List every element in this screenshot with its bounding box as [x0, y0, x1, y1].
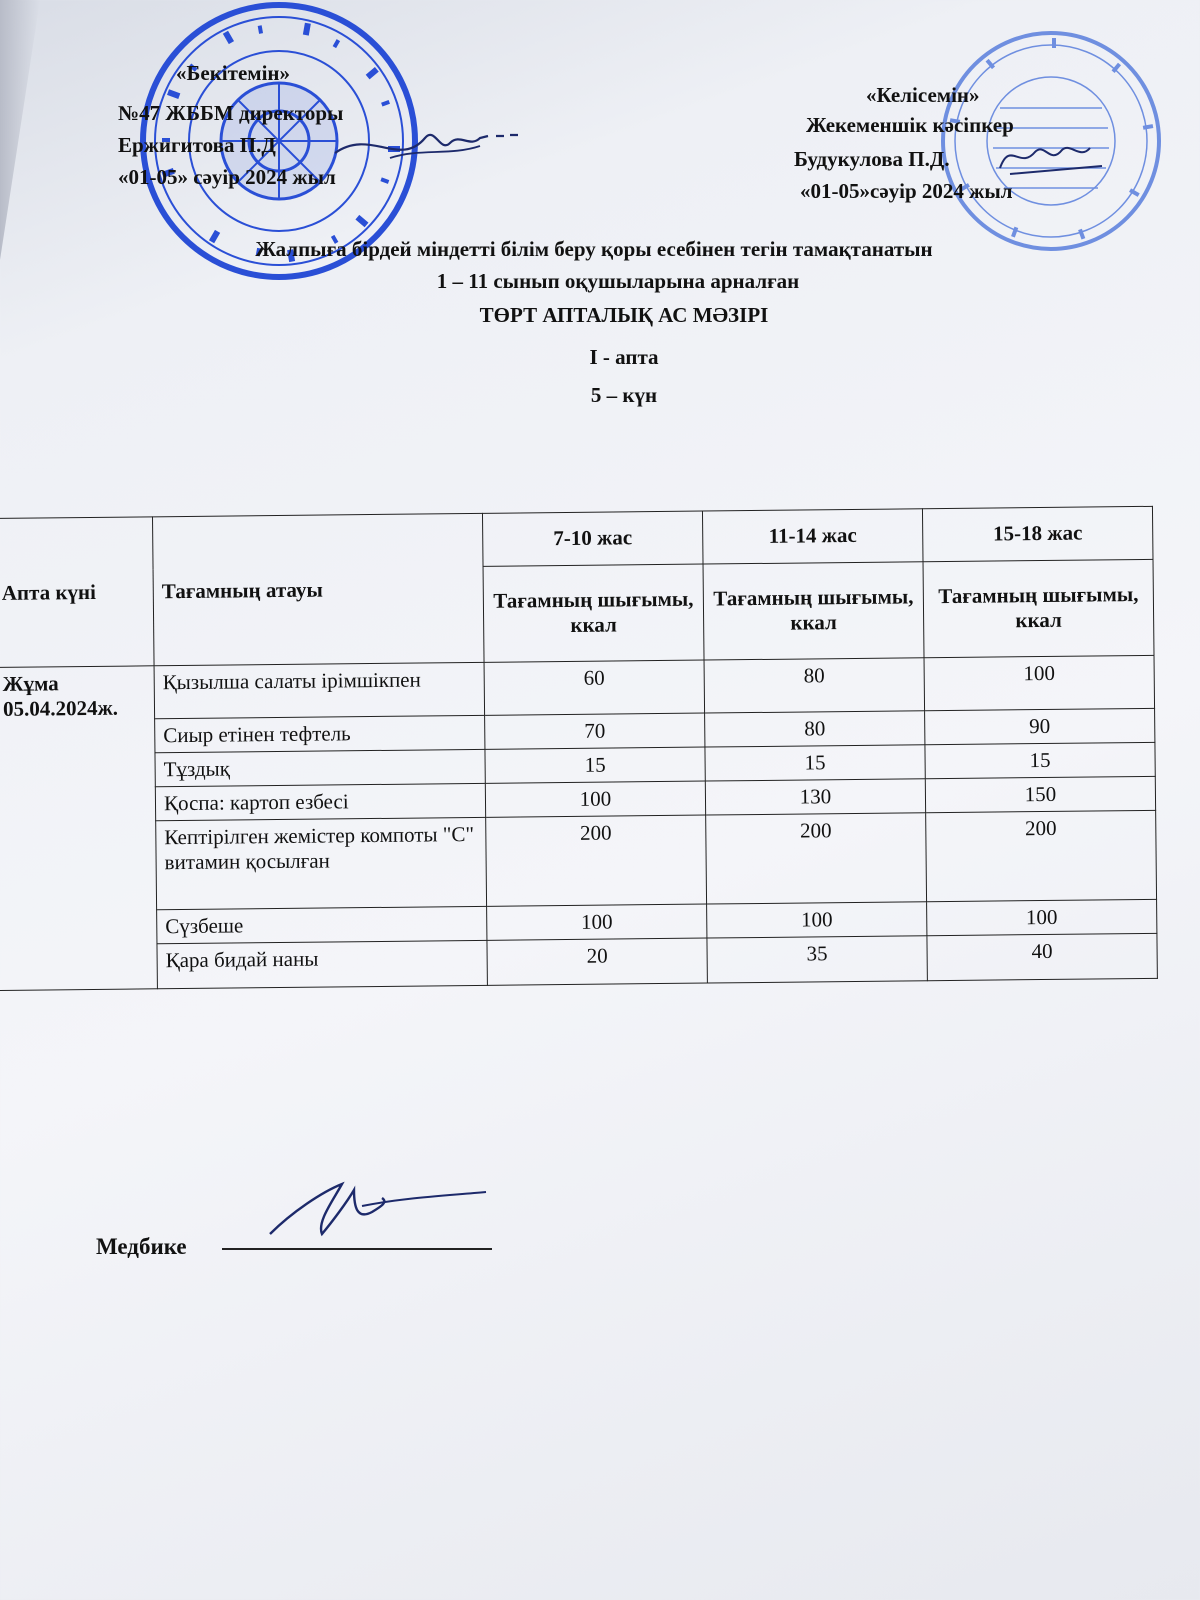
heading-week: І - апта [589, 345, 659, 369]
director-signature [330, 108, 530, 178]
heading-menu-title: ТӨРТ АПТАЛЫҚ АС МӘЗІРІ [479, 303, 769, 327]
kcal-15-18: 100 [927, 899, 1157, 935]
nurse-signature [262, 1172, 492, 1252]
dish-name: Тұздық [155, 749, 485, 786]
dish-name: Кептірілген жемістер компоты "С" витамин қосылған [156, 817, 487, 909]
dish-name: Сиыр етінен тефтель [155, 715, 485, 752]
header-age-15-18: 15-18 жас [922, 506, 1153, 561]
kcal-15-18: 200 [926, 810, 1157, 901]
kcal-11-14: 35 [707, 936, 927, 983]
kcal-7-10: 70 [485, 713, 705, 749]
entrepreneur-signature [990, 130, 1110, 180]
page-fold-shadow [0, 0, 40, 260]
dish-name: Сүзбеше [157, 906, 487, 943]
approval-right-position: Жекеменшік кәсіпкер [806, 113, 1014, 137]
approval-left-position: №47 ЖББМ директоры [118, 101, 344, 125]
heading-day: 5 – күн [590, 383, 658, 407]
heading-line-1: Жалпыға бірдей міндетті білім беру қоры есебінен тегін тамақтанатын [255, 237, 933, 261]
day-name: Жұма [2, 671, 59, 696]
header-age-11-14: 11-14 жас [702, 509, 923, 564]
kcal-15-18: 90 [925, 708, 1155, 744]
kcal-15-18: 100 [924, 655, 1155, 710]
header-day-column: Апта күні [0, 517, 154, 668]
approval-left-date: «01-05» сәуір 2024 жыл [118, 165, 336, 189]
kcal-7-10: 100 [485, 781, 705, 817]
kcal-11-14: 80 [704, 658, 925, 713]
approval-right-date: «01-05»сәуір 2024 жыл [800, 179, 1013, 203]
kcal-11-14: 80 [705, 711, 925, 747]
header-age-7-10: 7-10 жас [482, 511, 703, 566]
dish-name: Қызылша салаты ірімшікпен [154, 662, 485, 718]
kcal-15-18: 15 [925, 742, 1155, 778]
kcal-15-18: 150 [925, 776, 1155, 812]
kcal-11-14: 200 [706, 813, 927, 904]
header-yield-11-14: Тағамның шығымы, ккал [703, 562, 924, 660]
header-yield-15-18: Тағамның шығымы, ккал [923, 559, 1154, 658]
day-date: 05.04.2024ж. [2, 695, 119, 721]
kcal-11-14: 100 [707, 902, 927, 938]
kcal-11-14: 15 [705, 745, 925, 781]
day-cell [0, 666, 157, 991]
approval-left-name: Ержигитова П.Д [118, 133, 276, 157]
approval-right-name: Будукулова П.Д. [794, 147, 950, 171]
kcal-7-10: 200 [486, 815, 707, 906]
kcal-7-10: 15 [485, 747, 705, 783]
medbike-label: Медбике [96, 1234, 187, 1259]
table-row [0, 810, 1157, 911]
kcal-15-18: 40 [927, 933, 1157, 980]
approval-left-title: «Бекітемін» [176, 61, 291, 85]
kcal-11-14: 130 [705, 779, 925, 815]
header-dish-column: Тағамның атауы [152, 513, 484, 665]
heading-line-2: 1 – 11 сынып оқушыларына арналған [436, 269, 800, 293]
header-yield-7-10: Тағамның шығымы, ккал [483, 564, 704, 662]
dish-name: Қара бидай наны [157, 940, 487, 988]
dish-name: Қоспа: картоп езбесі [155, 783, 485, 820]
approval-right-title: «Келісемін» [866, 83, 980, 107]
menu-table [0, 506, 1158, 991]
kcal-7-10: 100 [487, 904, 707, 940]
kcal-7-10: 60 [484, 660, 705, 715]
kcal-7-10: 20 [487, 938, 707, 985]
